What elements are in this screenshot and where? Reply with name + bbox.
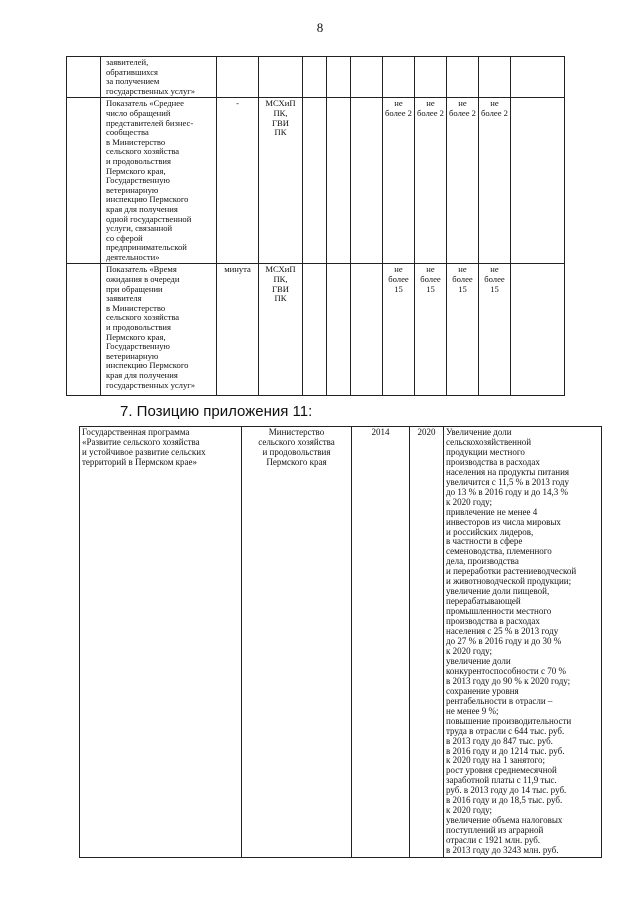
text-line: промышленности местного: [446, 606, 552, 617]
indicator-value: не более 2: [383, 98, 415, 264]
empty-cell: [511, 264, 565, 396]
text-line: к 2020 году на 1 занятого;: [446, 755, 546, 766]
text-line: представителей бизнес-: [106, 117, 194, 128]
expected-results: [446, 428, 599, 856]
text-line: увеличение объема налоговых: [446, 815, 563, 826]
program-name: [82, 428, 239, 468]
text-line: сообщества: [106, 127, 149, 138]
text-line: рентабельности в отрасли –: [446, 695, 553, 706]
text-line: и российских лидеров,: [446, 526, 534, 537]
text-line: края для получения: [106, 203, 178, 214]
text-line: заявителя: [106, 293, 142, 304]
text-line: ветеринарную: [106, 350, 159, 361]
text-line: МСХиП: [265, 98, 296, 109]
indicator-value: не более 2: [447, 98, 479, 264]
text-line: ПК: [274, 127, 287, 138]
text-line: в 2013 году до 847 тыс. руб.: [446, 735, 553, 746]
text-line: увеличится с 11,5 % в 2013 году: [446, 476, 569, 487]
unit-cell: [217, 57, 259, 98]
text-line: Пермского края: [266, 456, 327, 467]
text-line: территорий в Пермском крае»: [82, 456, 198, 467]
program-row: [80, 427, 602, 858]
text-line: «Развитие сельского хозяйства: [82, 436, 200, 447]
empty-cell: [303, 57, 327, 98]
text-line: к 2020 году;: [446, 496, 493, 507]
indicator-row: [67, 264, 565, 396]
text-line: привлечение не менее 4: [446, 506, 538, 517]
text-line: в 2013 году до 3243 млн. руб.: [446, 845, 559, 856]
unit-cell: минута: [217, 264, 259, 396]
text-line: заработной платы с 11,9 тыс.: [446, 775, 557, 786]
text-line: до 13 % в 2016 году и до 14,3 %: [446, 486, 569, 497]
text-line: Увеличение доли: [446, 427, 512, 437]
text-line: в Министерство: [106, 136, 166, 147]
indicator-label: [101, 98, 217, 264]
program-table: [79, 426, 602, 858]
text-line: обратившихся: [106, 66, 159, 77]
text-line: труда в отрасли с 644 тыс. руб.: [446, 725, 565, 736]
empty-cell: [67, 57, 101, 98]
text-line: сельского хозяйства: [106, 146, 180, 157]
text-line: повышение производительности: [446, 715, 572, 726]
indicator-value: [447, 57, 479, 98]
text-line: инвесторов из числа мировых: [446, 516, 561, 527]
text-line: производства в расходах: [446, 456, 540, 467]
text-line: государственных услуг»: [106, 85, 196, 96]
text-line: сельского хозяйства: [258, 436, 335, 447]
text-line: услуги, связанной: [106, 223, 173, 234]
empty-cell: [351, 57, 383, 98]
text-line: Пермского края,: [106, 331, 166, 342]
text-line: руб. в 2013 году до 14 тыс. руб.: [446, 785, 567, 796]
indicator-value: не более 15: [415, 264, 447, 396]
indicator-value: не более 15: [479, 264, 511, 396]
text-line: конкурентоспособности с 70 %: [446, 665, 566, 676]
text-line: в 2016 году и до 18,5 тыс. руб.: [446, 795, 563, 806]
responsible-cell: [259, 57, 303, 98]
text-line: населения с 25 % в 2013 году: [446, 626, 559, 637]
text-line: края для получения: [106, 370, 178, 380]
empty-cell: [351, 264, 383, 396]
indicator-value: [479, 57, 511, 98]
expected-results-cell: [444, 427, 602, 858]
text-line: инспекцию Пермского: [106, 360, 189, 371]
empty-cell: [327, 264, 351, 396]
text-line: и продовольствия: [106, 322, 171, 333]
page-number: 8: [316, 20, 324, 35]
text-line: Государственная программа: [82, 427, 190, 437]
empty-cell: [303, 264, 327, 396]
empty-cell: [327, 98, 351, 264]
unit-cell: -: [217, 98, 259, 264]
indicator-value: [415, 57, 447, 98]
text-line: дела, производства: [446, 556, 519, 567]
empty-cell: [511, 98, 565, 264]
text-line: со сферой: [106, 232, 143, 243]
text-line: поступлений из аграрной: [446, 825, 544, 836]
text-line: к 2020 году;: [446, 645, 493, 656]
indicator-row: [67, 98, 565, 264]
text-line: Показатель «Время: [106, 264, 177, 275]
text-line: ожидания в очереди: [106, 274, 180, 285]
empty-cell: [303, 98, 327, 264]
text-line: семеноводства, племенного: [446, 546, 552, 557]
text-line: ПК,: [273, 274, 288, 285]
text-line: производства в расходах: [446, 616, 540, 627]
ministry-name: [244, 428, 349, 468]
text-line: в 2013 году до 90 % к 2020 году;: [446, 675, 571, 686]
text-line: ветеринарную: [106, 184, 159, 195]
text-line: к 2020 году;: [446, 805, 493, 816]
start-year: 2014: [352, 427, 410, 858]
text-line: и переработки растениеводческой: [446, 566, 577, 577]
text-line: рост уровня среднемесячной: [446, 765, 557, 776]
text-line: Государственную: [106, 341, 170, 352]
indicator-label: [101, 264, 217, 396]
text-line: сохранение уровня: [446, 685, 519, 696]
text-line: не менее 9 %;: [446, 705, 499, 716]
text-line: в частности в сфере: [446, 536, 523, 547]
text-line: при обращении: [106, 283, 163, 294]
text-line: перерабатывающей: [446, 596, 521, 607]
text-line: в 2016 году и до 1214 тыс. руб.: [446, 745, 565, 756]
text-line: увеличение доли пищевой,: [446, 586, 550, 597]
text-line: Государственную: [106, 175, 170, 186]
text-line: число обращений: [106, 107, 171, 118]
text-line: предпринимательской: [106, 242, 187, 253]
section-heading: 7. Позицию приложения 11:: [120, 403, 313, 420]
text-line: заявителей,: [106, 57, 149, 67]
text-line: и устойчивое развитие сельских: [82, 446, 206, 457]
text-line: и животноводческой продукции;: [446, 576, 572, 587]
indicator-row: [67, 57, 565, 98]
text-line: ПК: [274, 293, 287, 304]
text-line: продукции местного: [446, 446, 525, 457]
responsible-cell: [259, 264, 303, 396]
empty-cell: [351, 98, 383, 264]
text-line: отрасли с 1921 млн. руб.: [446, 835, 541, 846]
text-line: Министерство: [268, 427, 325, 437]
empty-cell: [67, 264, 101, 396]
text-line: увеличение доли: [446, 655, 511, 666]
text-line: ГВИ: [272, 117, 289, 128]
text-line: до 27 % в 2016 году и до 30 %: [446, 636, 562, 647]
indicators-table-body: [67, 57, 565, 396]
indicator-value: не более 2: [415, 98, 447, 264]
text-line: населения на продукты питания: [446, 466, 570, 477]
text-line: Показатель «Среднее: [106, 98, 184, 109]
text-line: одной государственной: [106, 213, 192, 224]
text-line: сельского хозяйства: [106, 312, 180, 323]
empty-cell: [511, 57, 565, 98]
text-line: в Министерство: [106, 302, 166, 313]
indicators-table: [66, 56, 565, 396]
empty-cell: [327, 57, 351, 98]
end-year: 2020: [410, 427, 444, 858]
text-line: Пермского края,: [106, 165, 166, 176]
text-line: за получением: [106, 76, 160, 87]
text-line: ГВИ: [272, 283, 289, 294]
indicator-value: не более 15: [447, 264, 479, 396]
text-line: ПК,: [273, 107, 288, 118]
indicator-value: не более 15: [383, 264, 415, 396]
text-line: государственных услуг»: [106, 379, 196, 390]
program-name-cell: [80, 427, 242, 858]
indicator-value: не более 2: [479, 98, 511, 264]
text-line: и продовольствия: [106, 155, 171, 166]
responsible-cell: [259, 98, 303, 264]
indicator-label: [101, 57, 217, 98]
indicator-value: [383, 57, 415, 98]
text-line: сельскохозяйственной: [446, 436, 532, 447]
text-line: деятельности»: [106, 251, 160, 262]
ministry-cell: [242, 427, 352, 858]
empty-cell: [67, 98, 101, 264]
text-line: и продовольствия: [262, 446, 331, 457]
text-line: МСХиП: [265, 264, 296, 275]
text-line: инспекцию Пермского: [106, 194, 189, 205]
